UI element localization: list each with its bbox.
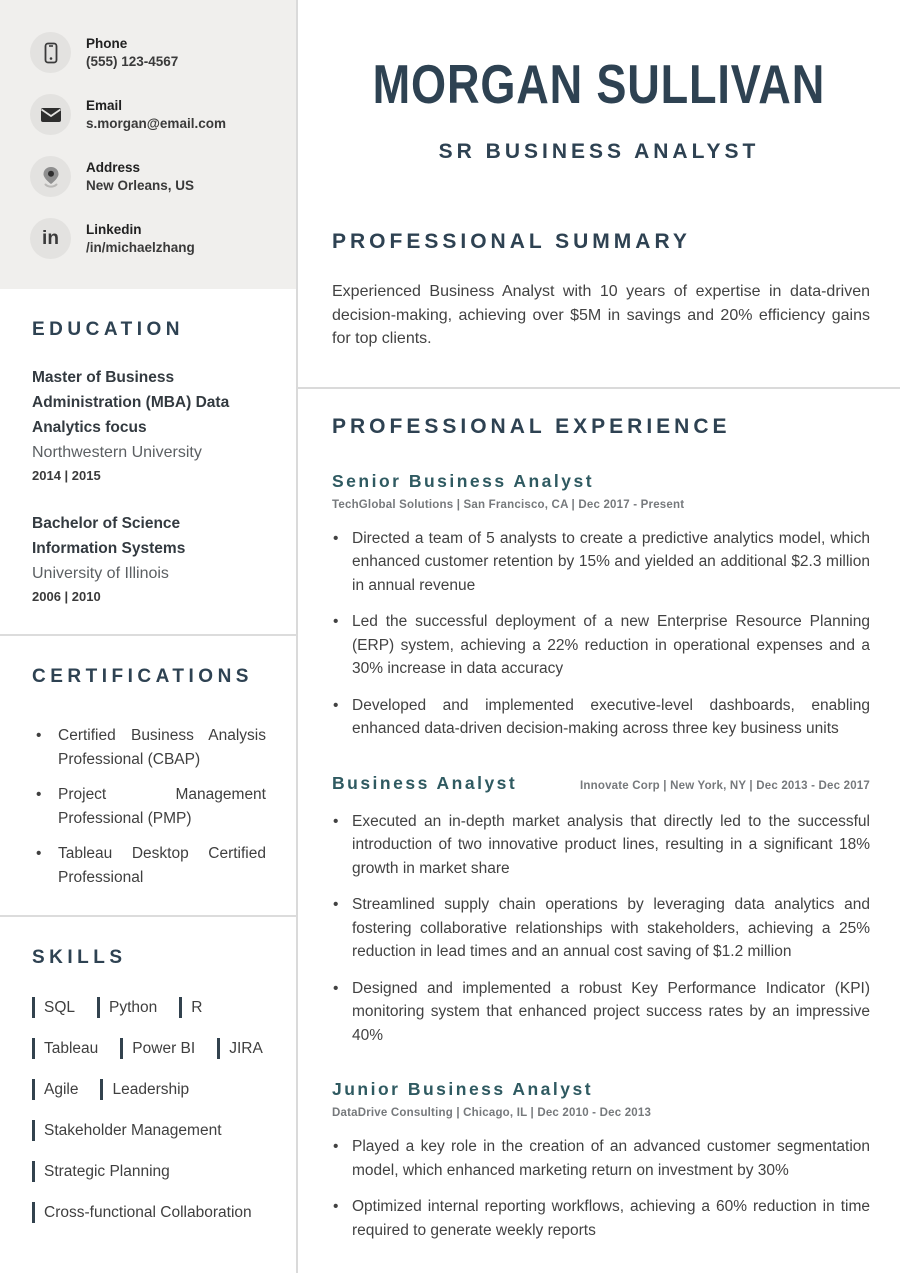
sidebar	[0, 0, 298, 1273]
education-heading: EDUCATION	[32, 319, 185, 340]
education-years: 2006 | 2010	[32, 589, 101, 604]
contact-item-phone	[30, 32, 270, 73]
contact-item-email	[30, 94, 270, 135]
location-icon	[30, 156, 71, 197]
contact-label: Linkedin	[86, 221, 142, 237]
sidebar-divider	[0, 915, 296, 917]
main-content	[298, 0, 900, 1273]
job-meta: DataDrive Consulting | Chicago, IL | Dec 2010 - Dec 2013	[332, 1107, 652, 1119]
contact-label: Email	[86, 97, 123, 113]
job-title: Junior Business Analyst	[332, 1079, 594, 1099]
job-bullet: • Designed and implemented a robust Key Performance Indicator (KPI) monitoring system that enhanced project success rates by an impressive 40%	[332, 977, 870, 1048]
job-bullet: • Led the successful deployment of a new Enterprise Resource Planning (ERP) system, achieving a 22% reduction in operational expenses and a 30% increase in data accuracy	[332, 610, 870, 681]
job-bullet: • Executed an in-depth market analysis that directly led to the successful introduction of two innovative product lines, resulting in a significant 18% growth in market share	[332, 810, 870, 881]
phone-icon	[30, 32, 71, 73]
skill-item: Python	[97, 997, 157, 1018]
skills-section	[0, 947, 296, 1223]
job-bullet: • Developed and implemented executive-level dashboards, enabling enhanced data-driven decision-making across three key business units	[332, 694, 870, 741]
job-meta: Innovate Corp | New York, NY | Dec 2013 - Dec 2017	[580, 779, 870, 792]
skill-item: Stakeholder Management	[32, 1120, 222, 1141]
contact-value: New Orleans, US	[86, 177, 195, 193]
skill-item: Strategic Planning	[32, 1161, 170, 1182]
email-icon	[30, 94, 71, 135]
certification-item: • Project Management Professional (PMP)	[32, 783, 266, 830]
candidate-name: MORGAN SULLIVAN	[372, 53, 826, 115]
resume-header	[298, 0, 900, 164]
skill-item: Agile	[32, 1079, 78, 1100]
job-entry	[332, 471, 870, 741]
skill-item: R	[179, 997, 202, 1018]
skill-item: Tableau	[32, 1038, 98, 1059]
job-bullet: • Played a key role in the creation of an advanced customer segmentation model, which enhanced marketing return on investment by 30%	[332, 1135, 870, 1182]
job-entry	[332, 773, 870, 1048]
certifications-heading: CERTIFICATIONS	[32, 666, 253, 687]
skill-item: JIRA	[217, 1038, 263, 1059]
skill-item: Cross-functional Collaboration	[32, 1202, 252, 1223]
skills-heading: SKILLS	[32, 947, 127, 968]
job-bullets	[332, 810, 870, 1048]
linkedin-icon: in	[30, 218, 71, 259]
main-divider	[298, 387, 900, 389]
contact-section	[0, 0, 296, 289]
contact-value: /in/michaelzhang	[86, 239, 195, 255]
skill-item: Leadership	[100, 1079, 189, 1100]
contact-item-linkedin	[30, 218, 270, 259]
certifications-section	[0, 666, 296, 889]
education-item	[32, 511, 266, 608]
experience-section	[298, 415, 900, 1243]
skill-item: Power BI	[120, 1038, 195, 1059]
summary-heading: PROFESSIONAL SUMMARY	[332, 230, 691, 253]
job-title: Business Analyst	[332, 772, 518, 793]
job-bullets	[332, 527, 870, 741]
certification-item: • Certified Business Analysis Professional (CBAP)	[32, 724, 266, 771]
education-school: University of Illinois	[32, 565, 169, 582]
experience-heading: PROFESSIONAL EXPERIENCE	[332, 414, 731, 438]
contact-label: Address	[86, 159, 141, 175]
job-meta: TechGlobal Solutions | San Francisco, CA | Dec 2017 - Present	[332, 498, 685, 511]
education-section	[0, 319, 296, 608]
sidebar-divider	[0, 634, 296, 636]
job-title: Senior Business Analyst	[332, 470, 595, 491]
contact-value: s.morgan@email.com	[86, 115, 226, 131]
job-entry	[332, 1079, 870, 1242]
candidate-title: SR BUSINESS ANALYST	[438, 140, 760, 163]
job-bullet: • Directed a team of 5 analysts to create a predictive analytics model, which enhanced customer retention by 15% and yielded an additional $2.3 million in annual revenue	[332, 527, 870, 598]
education-degree: Master of Business Administration (MBA) Data Analytics focus	[32, 369, 230, 436]
job-bullet: • Streamlined supply chain operations by leveraging data analytics and fostering collaborative relationships with stakeholders, achieving a 25% reduction in lead times and an annual cost saving of $1.2 million	[332, 893, 870, 964]
education-years: 2014 | 2015	[32, 468, 101, 483]
contact-item-address	[30, 156, 270, 197]
education-degree: Bachelor of Science Information Systems	[32, 515, 186, 557]
job-bullet: • Optimized internal reporting workflows, achieving a 60% reduction in time required to generate weekly reports	[332, 1195, 870, 1242]
job-bullets	[332, 1135, 870, 1242]
summary-text: Experienced Business Analyst with 10 years of expertise in data-driven decision-making, achieving over $5M in savings and 20% efficiency gains for top clients.	[332, 283, 870, 347]
education-school: Northwestern University	[32, 444, 202, 461]
skills-list	[32, 997, 266, 1223]
job-header	[332, 773, 870, 794]
education-item	[32, 365, 266, 487]
summary-section	[298, 230, 900, 351]
certification-item: • Tableau Desktop Certified Professional	[32, 842, 266, 889]
certifications-list	[32, 724, 266, 889]
contact-value: (555) 123-4567	[86, 53, 179, 69]
contact-label: Phone	[86, 35, 128, 51]
skill-item: SQL	[32, 997, 75, 1018]
